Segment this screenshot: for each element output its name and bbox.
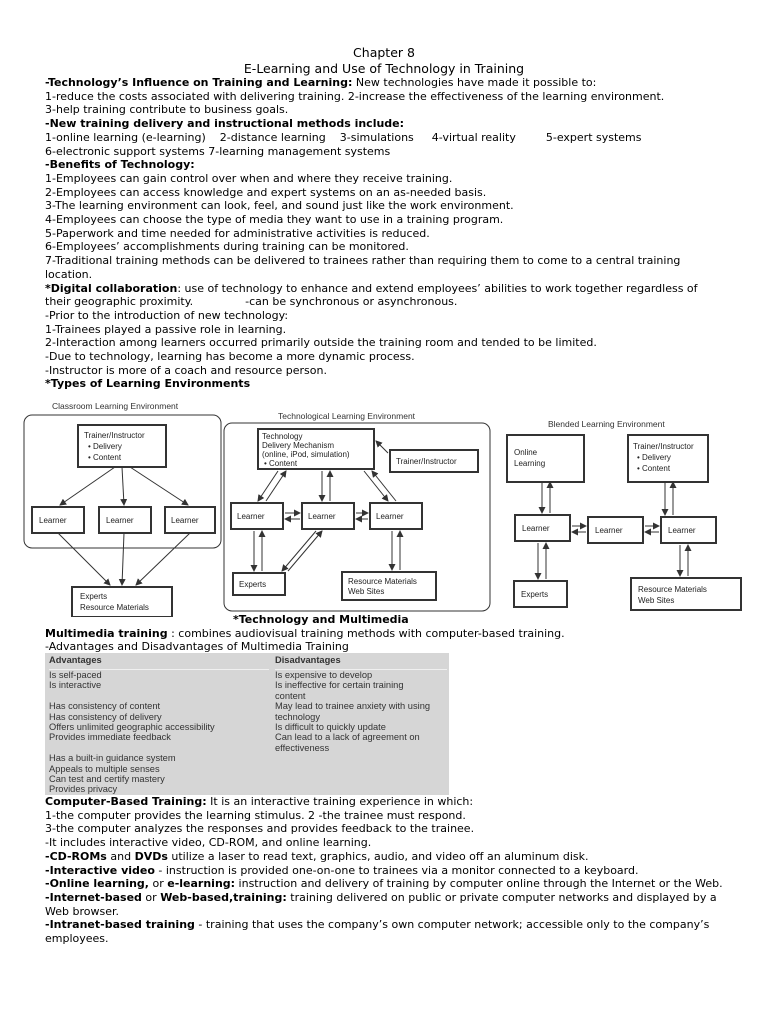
advantage-item: Is interactive [49,680,102,691]
disadvantage-item: Is ineffective for certain training [275,680,404,691]
cbt-line: 3-the computer analyzes the responses and provides feedback to the trainee. [45,822,475,836]
advantage-item: Has consistency of delivery [49,711,162,722]
tech-line: 2-Interaction among learners occurred primarily outside the training room and tended to be limited. [45,336,597,350]
tech-learner-label: Learner [237,512,265,521]
heading-delivery-methods: -New training delivery and instructional methods include: [45,117,405,131]
benefit-item: 2-Employees can access knowledge and expert systems on an as-needed basis. [45,185,487,199]
advantages-header: Advantages [49,653,269,670]
tech-mechanism-label: • Content [264,459,298,468]
tech-trainer-label: Trainer/Instructor [396,457,457,466]
multimedia-table-title: -Advantages and Disadvantages of Multimedia Training [45,640,349,654]
tech-line: 1-Trainees played a passive role in learning. [45,322,287,336]
tech-mechanism-label: Delivery Mechanism [262,441,335,450]
blended-learner-label: Learner [668,526,696,535]
tech-influence-line2: 3-help training contribute to business goals. [45,103,289,117]
tech-experts-label: Experts [239,580,267,589]
disadvantage-item: Is difficult to quickly update [275,722,386,733]
tech-resources-label: Web Sites [348,587,385,596]
classroom-trainer-delivery: • Delivery [88,442,122,451]
classroom-learner-label: Learner [39,516,67,525]
disadvantages-column [275,653,447,753]
interactive-video-line: -Interactive video - instruction is provided one-on-one to trainees via a monitor connected to a keyboard. [45,863,639,877]
intranet-based-line: -Intranet-based training - training that uses the company’s own computer network; accessible only to the company’s employees. [45,918,710,946]
benefit-item: 7-Traditional training methods can be delivered to trainees rather than requiring them to come to a central training location. [45,254,681,281]
heading-learning-environments: *Types of Learning Environments [45,377,251,391]
benefit-item: 1-Employees can gain control over when and where they receive training. [45,171,453,185]
classroom-trainer-label: Trainer/Instructor [84,431,145,440]
tech-influence-line1: 1-reduce the costs associated with delivering training. 2-increase the effectiveness of the learning environment. [45,89,665,103]
blended-resources-label: Web Sites [638,596,675,605]
blended-resources-box [631,578,741,610]
multimedia-advantages-table [45,653,449,795]
advantage-item: Appeals to multiple senses [49,763,160,774]
tech-resources-label: Resource Materials [348,577,417,586]
benefit-item: 6-Employees’ accomplishments during training can be monitored. [45,240,409,254]
digital-collaboration: *Digital collaboration: use of technology to enhance and extend employees’ abilities to work together regardless of their geographic proximity. -can be synchronous or asynchronous. [45,281,698,309]
benefit-item: 4-Employees can choose the type of media they want to use in a training program. [45,213,504,227]
cbt-line: -It includes interactive video, CD-ROM, and online learning. [45,836,372,850]
advantage-item: Has a built-in guidance system [49,753,176,764]
heading-tech-influence: -Technology’s Influence on Training and Learning: [45,76,353,89]
tech-learner-label: Learner [308,512,336,521]
disadvantage-item: Is expensive to develop [275,670,373,680]
cbt-heading-line: Computer-Based Training: It is an interactive training experience in which: [45,795,474,808]
blended-trainer-delivery: • Delivery [637,453,671,462]
tech-mechanism-label: (online, iPod, simulation) [262,450,350,459]
benefit-item: 5-Paperwork and time needed for administrative activities is reduced. [45,226,430,240]
benefit-item: 3-The learning environment can look, feel, and sound just like the work environment. [45,199,514,213]
blended-learner-label: Learner [522,524,550,533]
advantage-item: Is self-paced [49,670,102,680]
blended-resources-label: Resource Materials [638,585,707,594]
disadvantage-item: content [275,690,306,701]
multimedia-definition: Multimedia training : combines audiovisual training methods with computer-based training. [45,626,565,640]
blended-online-label: Online [514,448,538,457]
tech-line: -Prior to the introduction of new technology: [45,308,289,322]
disadvantage-item: Can lead to a lack of agreement on [275,732,420,743]
advantage-spacer [49,691,269,701]
classroom-title: Classroom Learning Environment [52,401,179,411]
tech-learner-label: Learner [376,512,404,521]
disadvantage-item: May lead to trainee anxiety with using [275,701,431,712]
cdrom-line: -CD-ROMs and DVDs utilize a laser to read text, graphics, audio, and video off an aluminum disk. [45,849,589,863]
classroom-experts-label: Experts [80,592,108,601]
advantage-item: Offers unlimited geographic accessibility [49,722,215,733]
advantage-item: Provides privacy [49,784,118,795]
advantage-item: Can test and certify mastery [49,774,165,785]
advantage-spacer [49,743,269,753]
blended-trainer-content: • Content [637,464,671,473]
disadvantage-item: technology [275,711,320,722]
heading-tech-multimedia: *Technology and Multimedia [233,613,409,626]
tech-line: -Due to technology, learning has become a more dynamic process. [45,350,415,364]
disadvantages-header: Disadvantages [275,653,447,670]
blended-learner-label: Learner [595,526,623,535]
delivery-methods-line1: 1-online learning (e-learning) 2-distance learning 3-simulations 4-virtual reality 5-expert systems [45,130,642,144]
technological-title: Technological Learning Environment [278,411,416,421]
blended-trainer-label: Trainer/Instructor [633,442,694,451]
heading-benefits: -Benefits of Technology: [45,158,195,172]
classroom-trainer-content: • Content [88,453,122,462]
text-block-multimedia [45,613,725,654]
classroom-learner-label: Learner [171,516,199,525]
chapter-label: Chapter 8 [353,45,415,60]
delivery-methods-line2: 6-electronic support systems 7-learning management systems [45,144,391,158]
text-block-bottom [45,795,725,946]
tech-mechanism-label: Technology [262,432,303,441]
cbt-line: 1-the computer provides the learning stimulus. 2 -the trainee must respond. [45,808,466,822]
advantages-column [49,653,269,795]
classroom-learner-label: Learner [106,516,134,525]
internet-based-line: -Internet-based or Web-based,training: training delivered on public or private computer networks and displayed by a Web browser. [45,890,717,918]
learning-environments-diagram [20,395,750,617]
tech-influence-intro: New technologies have made it possible to: [352,76,597,89]
online-learning-line: -Online learning, or e-learning: instruction and delivery of training by computer online through the Internet or the Web. [45,877,723,891]
blended-online-label: Learning [514,459,546,468]
blended-title: Blended Learning Environment [548,419,665,429]
advantage-item: Has consistency of content [49,701,161,712]
classroom-resources-label: Resource Materials [80,603,149,612]
blended-experts-label: Experts [521,590,549,599]
page-title: E-Learning and Use of Technology in Training [243,61,525,76]
tech-line: -Instructor is more of a coach and resource person. [45,363,327,377]
disadvantage-item: effectiveness [275,742,330,753]
text-block-top [45,76,725,391]
advantage-item: Provides immediate feedback [49,732,171,743]
